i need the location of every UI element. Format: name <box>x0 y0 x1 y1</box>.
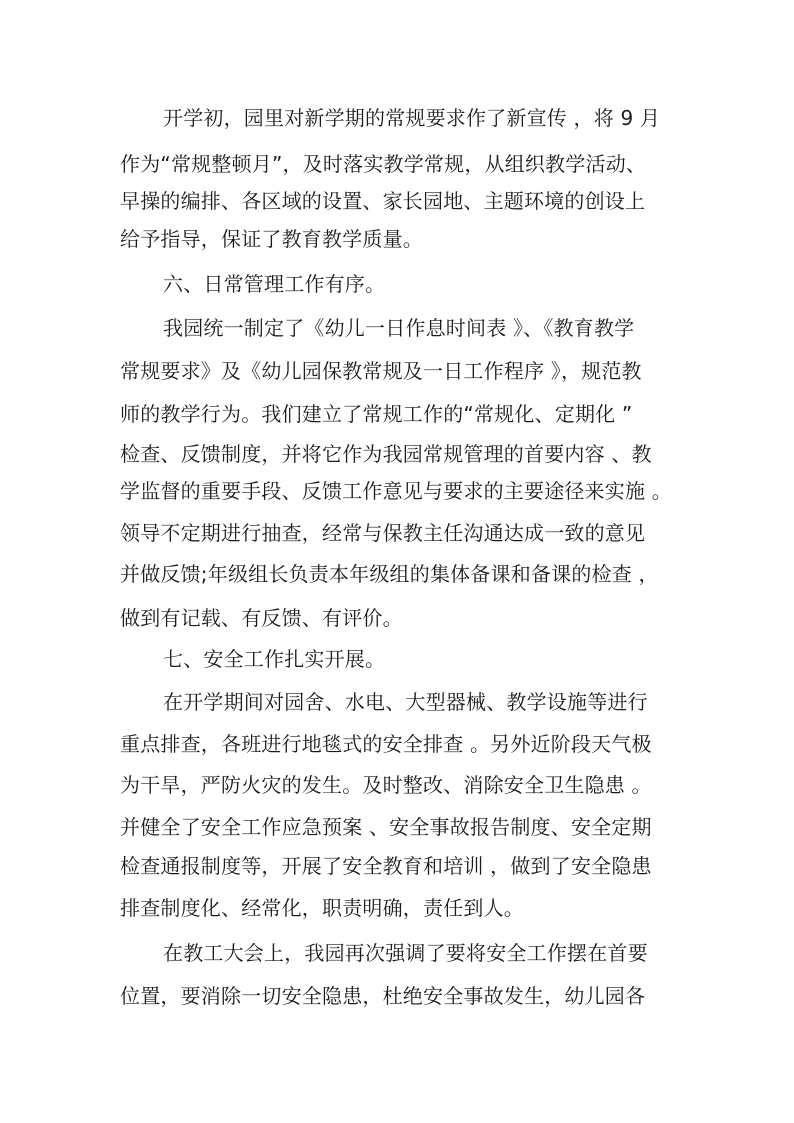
text-line: 学监督的重要手段、反馈工作意见与要求的主要途径来实施 。 <box>120 479 672 503</box>
text-line: 领导不定期进行抽查，经常与保教主任沟通达成一致的意见 <box>120 521 646 545</box>
text-line: 重点排查，各班进行地毯式的安全排查 。另外近阶段天气极 <box>120 732 652 756</box>
text-line: 我园统一制定了《幼儿一日作息时间表 》、《教育教学 <box>163 316 635 340</box>
section-heading: 六、日常管理工作有序。 <box>163 272 386 296</box>
text-line: 师的教学行为。我们建立了常规工作的“常规化、定期化 ” <box>120 402 633 426</box>
text-line: 做到有记载、有反馈、有评价。 <box>120 606 403 630</box>
text-line: 作为“常规整顿月”，及时落实教学常规，从组织教学活动、 <box>120 152 647 176</box>
text-line: 并健全了安全工作应急预案 、安全事故报告制度、安全定期 <box>120 815 652 839</box>
text-line: 为干旱，严防火灾的发生。及时整改、消除安全卫生隐患 。 <box>120 773 652 797</box>
text-line: 排查制度化、经常化，职责明确，责任到人。 <box>120 896 524 920</box>
text-line: 早操的编排、各区域的设置、家长园地、主题环境的创设上 <box>120 189 646 213</box>
text-line: 位置，要消除一切安全隐患，杜绝安全事故发生，幼儿园各 <box>120 984 646 1008</box>
text-line: 检查通报制度等，开展了安全教育和培训 ，做到了安全隐患 <box>120 854 652 878</box>
section-heading: 七、安全工作扎实开展。 <box>163 647 386 671</box>
text-line: 常规要求》及《幼儿园保教常规及一日工作程序 》，规范教 <box>120 359 642 383</box>
text-line: 在开学期间对园舍、水电、大型器械、教学设施等进行 <box>163 690 648 714</box>
text-line: 检查、反馈制度，并将它作为我园常规管理的首要内容 、教 <box>120 442 652 466</box>
text-line: 给予指导，保证了教育教学质量。 <box>120 227 423 251</box>
text-line: 开学初，园里对新学期的常规要求作了新宣传 ，将 9 月 <box>163 106 661 130</box>
text-line: 在教工大会上，我园再次强调了要将安全工作摆在首要 <box>163 941 648 965</box>
text-line: 并做反馈;年级组长负责本年级组的集体备课和备课的检查 ， <box>120 562 659 586</box>
